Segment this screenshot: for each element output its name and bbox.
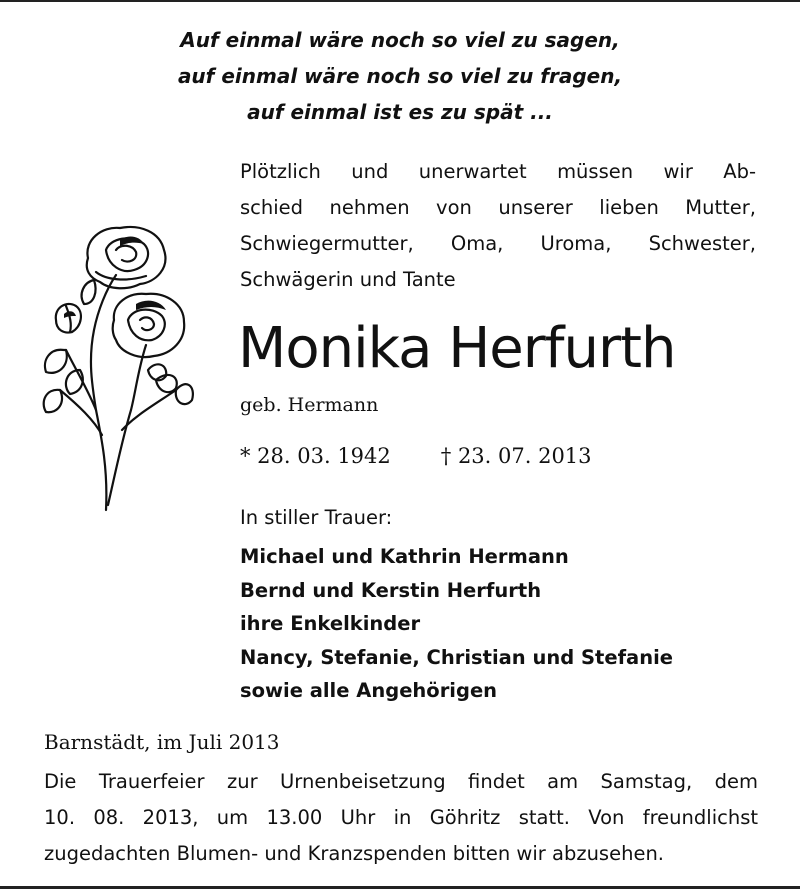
family-line-5: sowie alle Angehörigen (240, 679, 498, 702)
top-border (0, 0, 800, 2)
birth-date: * 28. 03. 1942 (240, 444, 391, 468)
intro-line-3: Schwiegermutter, Oma, Uroma, Schwester, (240, 232, 756, 255)
family-line-2: Bernd und Kerstin Herfurth (240, 578, 542, 602)
funeral-line-1: Die Trauerfeier zur Urnenbeisetzung findet am Samstag, dem (44, 770, 758, 793)
intro-line-2: schied nehmen von unserer lieben Mutter, (240, 196, 756, 219)
family-list (240, 540, 673, 708)
deceased-name: Monika Herfurth (238, 316, 676, 381)
poem-line-1: Auf einmal wäre noch so viel zu sagen, (180, 28, 620, 52)
funeral-info (44, 764, 758, 872)
intro-line-4: Schwägerin und Tante (240, 268, 456, 291)
death-date: † 23. 07. 2013 (440, 444, 592, 468)
life-dates (240, 444, 592, 468)
funeral-line-3: zugedachten Blumen- und Kranzspenden bitten wir abzusehen. (44, 842, 665, 865)
mourning-label: In stiller Trauer: (240, 506, 393, 529)
funeral-line-2: 10. 08. 2013, um 13.00 Uhr in Göhritz statt. Von freundlichst (44, 806, 758, 829)
poem-line-3: auf einmal ist es zu spät ... (247, 100, 553, 124)
place-date: Barnstädt, im Juli 2013 (44, 730, 280, 754)
family-line-1: Michael und Kathrin Hermann (240, 545, 569, 568)
intro-line-1: Plötzlich und unerwartet müssen wir Ab- (240, 160, 756, 183)
poem (0, 22, 800, 130)
poem-line-2: auf einmal wäre noch so viel zu fragen, (177, 64, 623, 88)
family-line-3: ihre Enkelkinder (240, 612, 421, 635)
intro-text (240, 154, 756, 298)
family-line-4: Nancy, Stefanie, Christian und Stefanie (240, 645, 674, 669)
maiden-name: geb. Hermann (240, 394, 379, 416)
rose-icon (36, 220, 196, 520)
